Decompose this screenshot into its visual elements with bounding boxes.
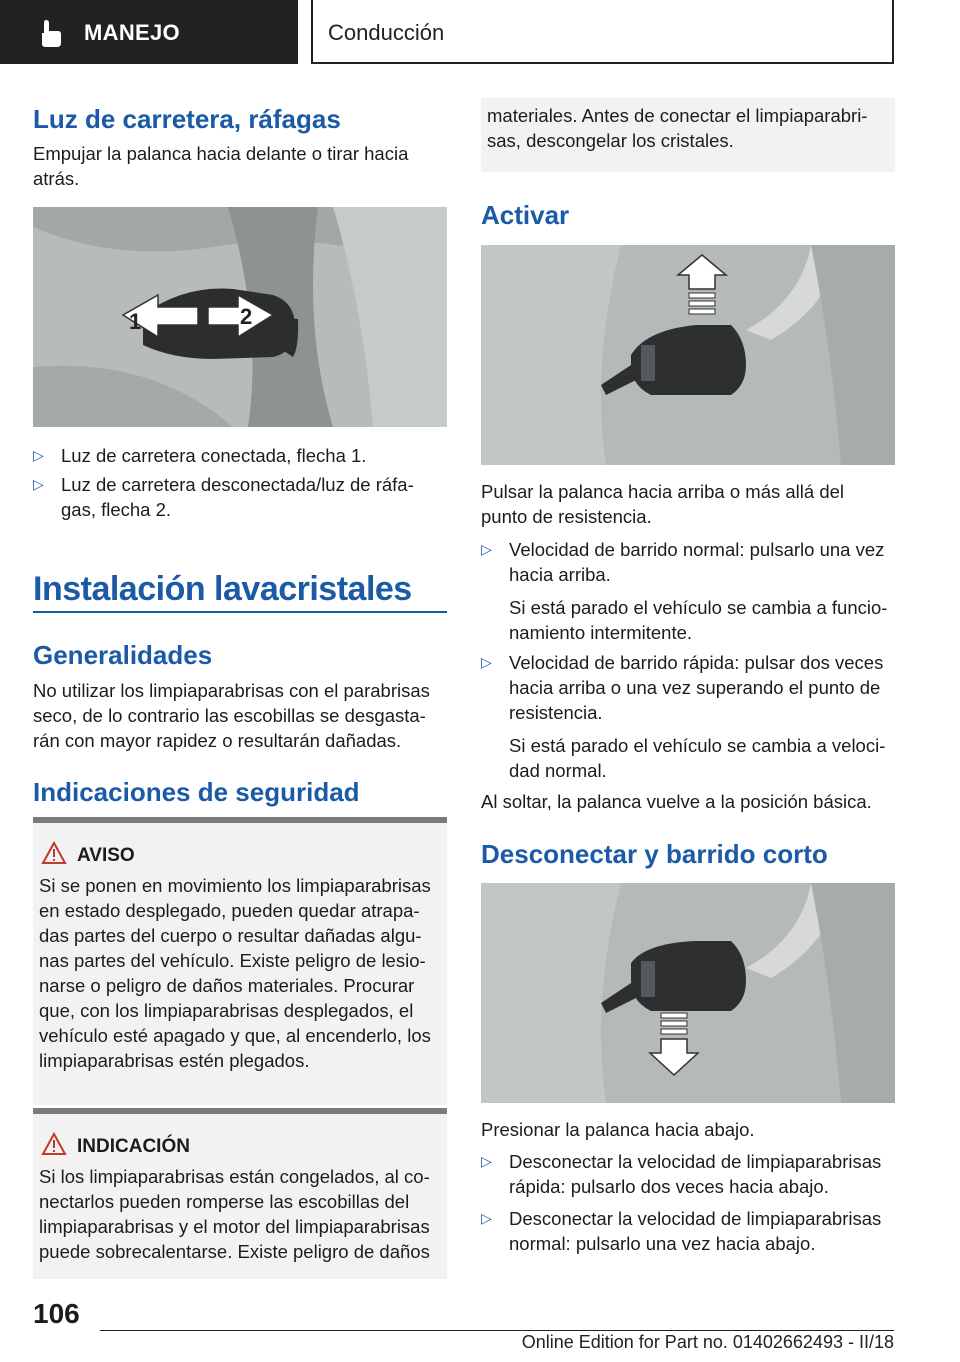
arrow-label-1: 1 xyxy=(129,309,142,334)
triangle-bullet-icon: ▷ xyxy=(481,1210,492,1226)
desconectar-title: Desconectar y barrido corto xyxy=(481,839,828,869)
warning-triangle-icon xyxy=(41,1132,67,1156)
aviso-title: AVISO xyxy=(77,845,135,866)
activar-text: Pulsar la palanca hacia arriba o más allá del punto de resistencia. xyxy=(481,481,845,527)
wiper-up-illustration xyxy=(481,245,895,465)
warning-triangle-icon xyxy=(41,841,67,865)
desconectar-text: Presionar la palanca hacia abajo. xyxy=(481,1119,755,1140)
install-title-rule xyxy=(33,611,447,613)
wiper-down-photo xyxy=(481,883,895,1103)
triangle-bullet-icon: ▷ xyxy=(481,541,492,557)
header-chapter-box xyxy=(311,0,894,64)
general-title: Generalidades xyxy=(33,640,213,670)
footer-edition: Online Edition for Part no. 01402662493 - II/18 xyxy=(521,1332,894,1352)
page-number: 106 xyxy=(33,1298,80,1329)
aviso-text: Si se ponen en movimiento los limpiaparabrisas en estado desplegado, pueden quedar atrapa-das partes del cuerpo o resultar dañadas algu-nas partes del vehículo. Existe peligro de lesio-narse o peligro de daños materiales. Procurar que, con los limpiaparabrisas desplegados, el vehículo esté apagado y que, al encenderlo, los limpiaparabrisas estén plegados. xyxy=(39,875,431,1071)
headlight-lever-illustration xyxy=(33,207,447,427)
header-section-label: MANEJO xyxy=(84,20,180,45)
header-section-tab xyxy=(0,0,298,64)
activar-bullet-1-sub: Si está parado el vehículo se cambia a funcio-namiento intermitente. xyxy=(509,597,888,643)
header-chapter-label: Conducción xyxy=(328,20,445,45)
indicacion-continued-box xyxy=(481,98,895,172)
triangle-bullet-icon: ▷ xyxy=(481,654,492,670)
activar-title: Activar xyxy=(481,200,570,230)
install-title: Instalación lavacristales xyxy=(33,570,412,608)
triangle-bullet-icon: ▷ xyxy=(481,1153,492,1169)
activar-bullet-2-sub: Si está parado el vehículo se cambia a veloci-dad normal. xyxy=(509,735,886,781)
pointing-hand-icon xyxy=(38,20,64,48)
safety-title: Indicaciones de seguridad xyxy=(33,777,360,807)
luz-text: Empujar la palanca hacia delante o tirar hacia atrás. xyxy=(33,143,409,189)
headlight-lever-photo xyxy=(33,207,447,427)
luz-title: Luz de carretera, ráfagas xyxy=(33,104,341,134)
soltar-text: Al soltar, la palanca vuelve a la posición básica. xyxy=(481,791,872,812)
wiper-down-illustration xyxy=(481,883,895,1103)
wiper-up-photo xyxy=(481,245,895,465)
arrow-label-2: 2 xyxy=(240,304,253,329)
indicacion-text: Si los limpiaparabrisas están congelados, al co-nectarlos pueden romperse las escobillas del limpiaparabrisas y el motor del limpiaparabrisas puede sobrecalentarse. Existe peligro de daños xyxy=(39,1166,430,1262)
aviso-box xyxy=(33,817,447,1105)
indicacion-continued-text: materiales. Antes de conectar el limpiaparabri-sas, descongelar los cristales. xyxy=(487,105,868,151)
indicacion-title: INDICACIÓN xyxy=(77,1136,190,1157)
triangle-bullet-icon: ▷ xyxy=(33,447,44,463)
indicacion-box xyxy=(33,1108,447,1279)
triangle-bullet-icon: ▷ xyxy=(33,476,44,492)
general-text: No utilizar los limpiaparabrisas con el parabrisas seco, de lo contrario las escobillas se desgasta-rán con mayor rapidez o resultarán dañadas. xyxy=(33,680,430,751)
footer-rule xyxy=(100,1330,894,1331)
